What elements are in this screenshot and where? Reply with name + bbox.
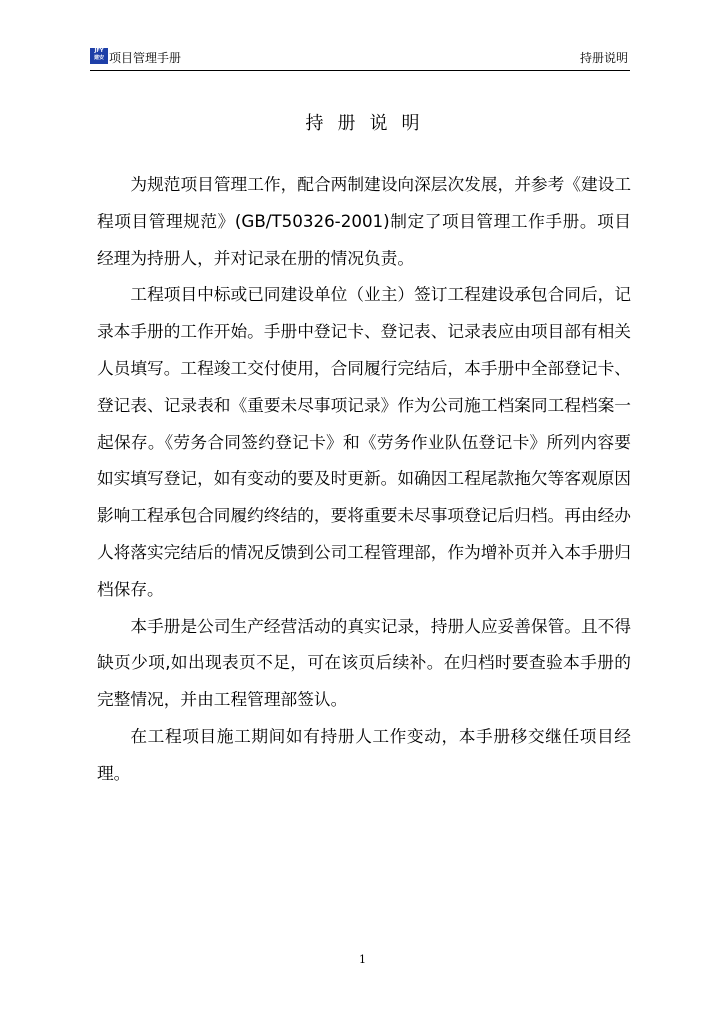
paragraph-purpose: 为规范项目管理工作，配合两制建设向深层次发展，并参考《建设工程项目管理规范》(GB/T50326-2001)制定了项目管理工作手册。项目经理为持册人，并对记录在册的情况负责。: [97, 174, 632, 268]
document-body: [97, 166, 631, 792]
company-logo: JFY 建安: [90, 48, 108, 64]
page-header: [90, 46, 630, 71]
paragraph-transfer: 在工程项目施工期间如有持册人工作变动，本手册移交继任项目经理。: [97, 725, 631, 783]
header-section-title: 持册说明: [579, 51, 628, 65]
header-manual-title: 项目管理手册: [109, 51, 182, 65]
paragraph-custody: 本手册是公司生产经营活动的真实记录，持册人应妥善保管。且不得缺页少项,如出现表页不足，可在该页后续补。在归档时要查验本手册的完整情况，并由工程管理部签认。: [97, 615, 632, 710]
paragraph-recording-rules: 工程项目中标或已同建设单位（业主）签订工程建设承包合同后，记录本手册的工作开始。手册中登记卡、登记表、记录表应由项目部有相关人员填写。工程竣工交付使用，合同履行完结后，本手册中全部登记卡、登记表、记录表和《重要未尽事项记录》作为公司施工档案同工程档案一起保存。《劳务合同签约登记卡》和《劳务作业队伍登记卡》所列内容要如实填写登记，如有变动的要及时更新。如确因工程尾款拖欠等客观原因影响工程承包合同履约终结的，要将重要未尽事项登记后归档。再由经办人将落实完结后的情况反馈到公司工程管理部，作为增补页并入本手册归档保存。: [97, 284, 632, 599]
page-title: 持册说明: [305, 113, 434, 134]
page-number: 1: [359, 953, 366, 966]
